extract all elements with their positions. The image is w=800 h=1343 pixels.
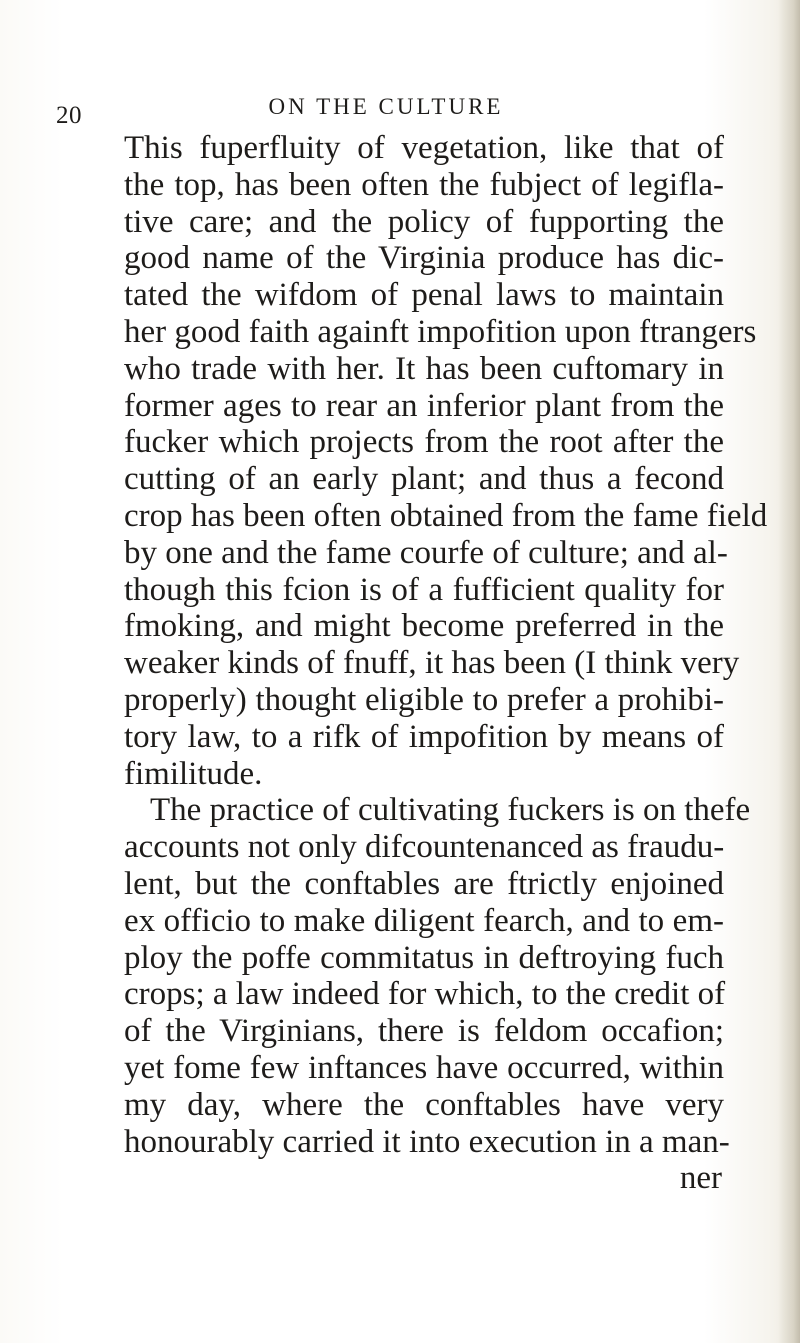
body-text [124,130,768,1197]
text-line: ex officio to make diligent fearch, and to em- [124,902,724,939]
text-line: former ages to rear an inferior plant from the [124,387,724,424]
running-title: ON THE CULTURE [268,94,504,119]
text-line: accounts not only difcountenanced as fraudu- [124,829,725,866]
text-line: fmoking, and might become preferred in the [124,608,724,645]
text-line: ploy the poffe commitatus in deftroying fuch [124,939,724,976]
paragraph-start-line: The practice of cultivating fuckers is on thefe [150,792,751,829]
text-line: good name of the Virginia produce has dic- [124,240,724,277]
text-line: crop has been often obtained from the fame field [124,497,768,534]
page-edge-shadow [778,0,800,1343]
text-line: my day, where the conftables have very [124,1086,724,1123]
text-line: lent, but the conftables are ftrictly enjoined [124,865,724,902]
text-line: by one and the fame courfe of culture; and al- [124,534,728,571]
text-line: cutting of an early plant; and thus a fecond [124,461,724,498]
text-line: honourably carried it into execution in a man- [124,1123,730,1160]
text-line: weaker kinds of fnuff, it has been (I think very [124,645,740,682]
text-line: crops; a law indeed for which, to the credit of [124,976,726,1013]
text-line: This fuperfluity of vegetation, like that of [124,130,724,166]
page-number: 20 [56,102,82,129]
text-line: tory law, to a rifk of impofition by means of [124,718,724,755]
text-line: the top, has been often the fubject of legifla- [124,166,724,203]
text-line: her good faith againft impofition upon ftrangers [124,313,757,350]
text-line: though this fcion is of a fufficient quality for [124,571,724,608]
text-line: fimilitude. [124,755,263,792]
text-line: tated the wifdom of penal laws to maintain [124,277,724,314]
text-line: of the Virginians, there is feldom occafion; [124,1013,724,1050]
text-line: properly) thought eligible to prefer a prohibi- [124,681,724,718]
text-line: yet fome few inftances have occurred, within [124,1049,724,1086]
catchword: ner [679,1160,722,1197]
text-line: tive care; and the policy of fupporting the [124,203,724,240]
text-line: fucker which projects from the root after the [124,424,724,461]
running-head [56,94,716,134]
text-line: who trade with her. It has been cuftomary in [124,350,724,387]
